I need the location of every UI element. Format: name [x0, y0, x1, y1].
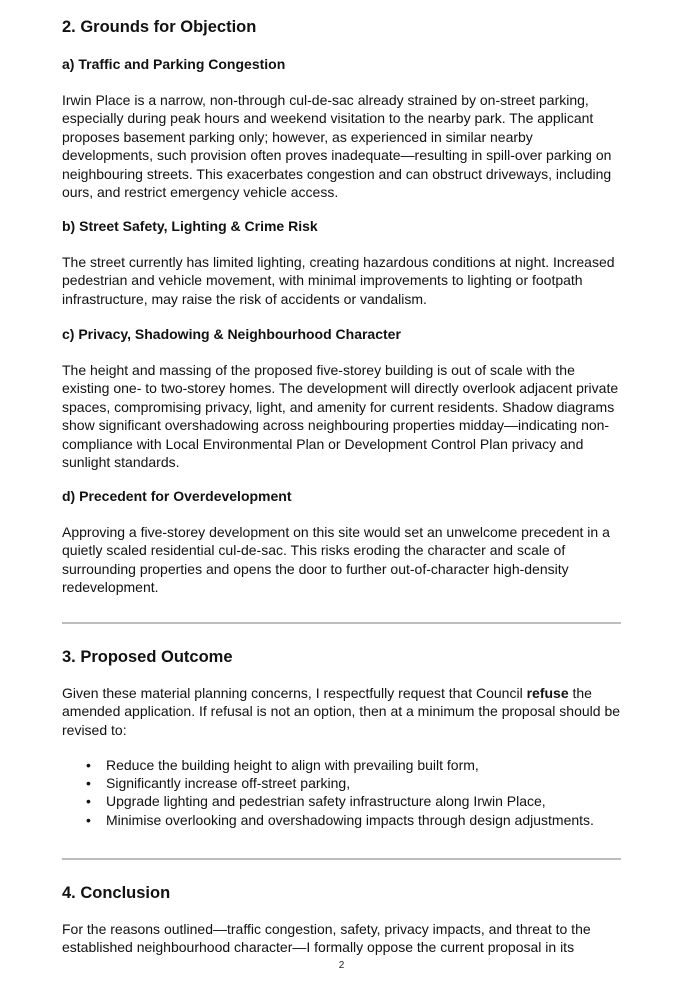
section-divider — [62, 622, 621, 624]
proposed-revisions-list-container — [62, 756, 621, 829]
list-item: • Significantly increase off-street parking, — [106, 774, 621, 792]
section-4-heading: 4. Conclusion — [62, 884, 171, 902]
intro-text-start: Given these material planning concerns, I respectfully request that Council — [62, 685, 527, 701]
section-3-heading: 3. Proposed Outcome — [62, 648, 233, 666]
subsection-b-body: The street currently has limited lighting, creating hazardous conditions at night. Increased pedestrian and vehicle movement, with minimal improvements to lighting or footpath infrastructure, may raise the risk of accidents or vandalism. — [62, 254, 615, 307]
subsection-c-heading: c) Privacy, Shadowing & Neighbourhood Character — [62, 326, 401, 342]
subsection-a-body: Irwin Place is a narrow, non-through cul-de-sac already strained by on-street parking, especially during peak hours and weekend visitation to the nearby park. The applicant proposes basement parking only; however, as experienced in similar nearby developments, such provision often proves inadequate—resulting in spill-over parking on neighbouring streets. This exacerbates congestion and can obstruct driveways, including ours, and restrict emergency vehicle access. — [62, 92, 612, 201]
subsection-b-heading: b) Street Safety, Lighting & Crime Risk — [62, 218, 318, 234]
subsection-d-body: Approving a five-storey development on this site would set an unwelcome precedent in a quietly scaled residential cul-de-sac. This risks eroding the character and scale of surrounding properties and opens the door to further out-of-character high-density redevelopment. — [62, 524, 610, 596]
page-number: 2 — [338, 960, 345, 971]
list-item: • Upgrade lighting and pedestrian safety infrastructure along Irwin Place, — [106, 792, 621, 810]
subsection-d-heading: d) Precedent for Overdevelopment — [62, 488, 292, 504]
section-4-body: For the reasons outlined—traffic congestion, safety, privacy impacts, and threat to the established neighbourhood character—I formally oppose the current proposal in its — [62, 921, 591, 956]
section-3-intro — [62, 684, 621, 739]
proposed-revisions-list — [62, 756, 621, 829]
intro-text-end: the amended application. If refusal is not an option, then at a minimum the proposal should be revised to: — [62, 685, 621, 738]
subsection-a-heading: a) Traffic and Parking Congestion — [62, 56, 286, 72]
list-item: • Reduce the building height to align with prevailing built form, — [106, 756, 621, 774]
section-2-heading: 2. Grounds for Objection — [62, 18, 257, 36]
intro-emphasis-refuse: refuse — [526, 685, 569, 701]
section-divider — [62, 858, 621, 860]
subsection-c-body: The height and massing of the proposed five-storey building is out of scale with the existing one- to two-storey homes. The development will directly overlook adjacent private spaces, compromising privacy, light, and amenity for current residents. Shadow diagrams show significant overshadowing across neighbouring properties midday—indicating non-compliance with Local Environmental Plan or Development Control Plan privacy and sunlight standards. — [62, 362, 619, 471]
list-item: • Minimise overlooking and overshadowing impacts through design adjustments. — [106, 811, 621, 829]
